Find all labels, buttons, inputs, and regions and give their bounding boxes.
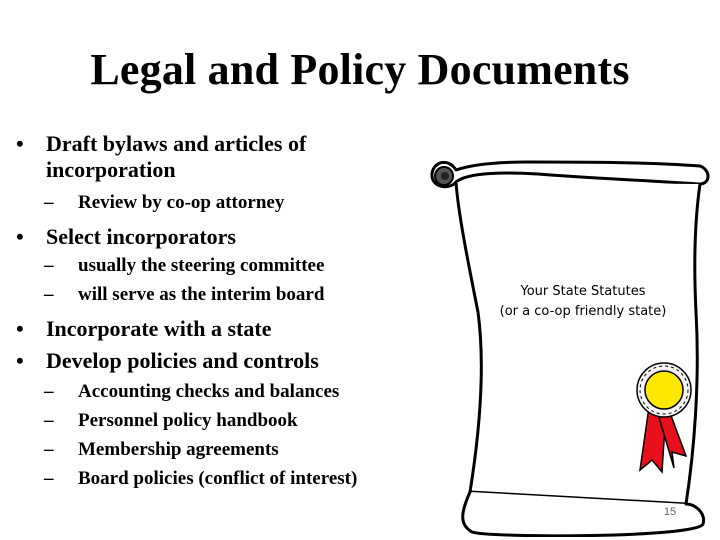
bullet-select-incorporators (16, 224, 236, 250)
sub-bullet-review (44, 192, 284, 214)
sub-bullet-text: will serve as the interim board (78, 284, 325, 305)
sub-bullet-dash: – (44, 284, 54, 305)
bullet-text-line: incorporation (46, 157, 176, 182)
sub-bullet-text: Personnel policy handbook (78, 410, 298, 431)
scroll-text-line2: (or a co-op friendly state) (499, 304, 667, 319)
bullet-dot: • (16, 131, 24, 156)
sub-bullet-text: usually the steering committee (78, 255, 325, 276)
bullet-develop-policies (16, 348, 319, 374)
bullet-draft-bylaws (16, 131, 306, 183)
sub-bullet-dash: – (44, 410, 54, 431)
slide-title: Legal and Policy Documents (90, 45, 630, 94)
bullet-text-line: Develop policies and controls (46, 348, 319, 373)
sub-bullet-text: Accounting checks and balances (78, 381, 340, 402)
sub-bullet-dash: – (44, 381, 54, 402)
bullet-text-line: Draft bylaws and articles of (46, 131, 307, 156)
sub-bullet-personnel (44, 410, 298, 432)
award-ribbon-icon (620, 360, 700, 480)
page-number: 15 (663, 506, 677, 518)
sub-bullet-text: Review by co-op attorney (78, 192, 285, 213)
bullet-incorporate (16, 316, 271, 342)
sub-bullet-dash: – (44, 468, 54, 489)
sub-bullet-interim-board (44, 284, 324, 306)
sub-bullet-text: Membership agreements (78, 439, 279, 460)
bullet-text-line: Select incorporators (46, 224, 236, 249)
sub-bullet-dash: – (44, 192, 54, 213)
bullet-dot: • (16, 348, 24, 373)
sub-bullet-membership (44, 439, 279, 461)
sub-bullet-board-policies (44, 468, 357, 490)
sub-bullet-steering (44, 255, 324, 277)
sub-bullet-accounting (44, 381, 339, 403)
bullet-dot: • (16, 316, 24, 341)
bullet-dot: • (16, 224, 24, 249)
sub-bullet-dash: – (44, 255, 54, 276)
sub-bullet-text: Board policies (conflict of interest) (78, 468, 358, 489)
sub-bullet-dash: – (44, 439, 54, 460)
scroll-text-line1: Your State Statutes (520, 284, 646, 299)
bullet-text-line: Incorporate with a state (46, 316, 272, 341)
